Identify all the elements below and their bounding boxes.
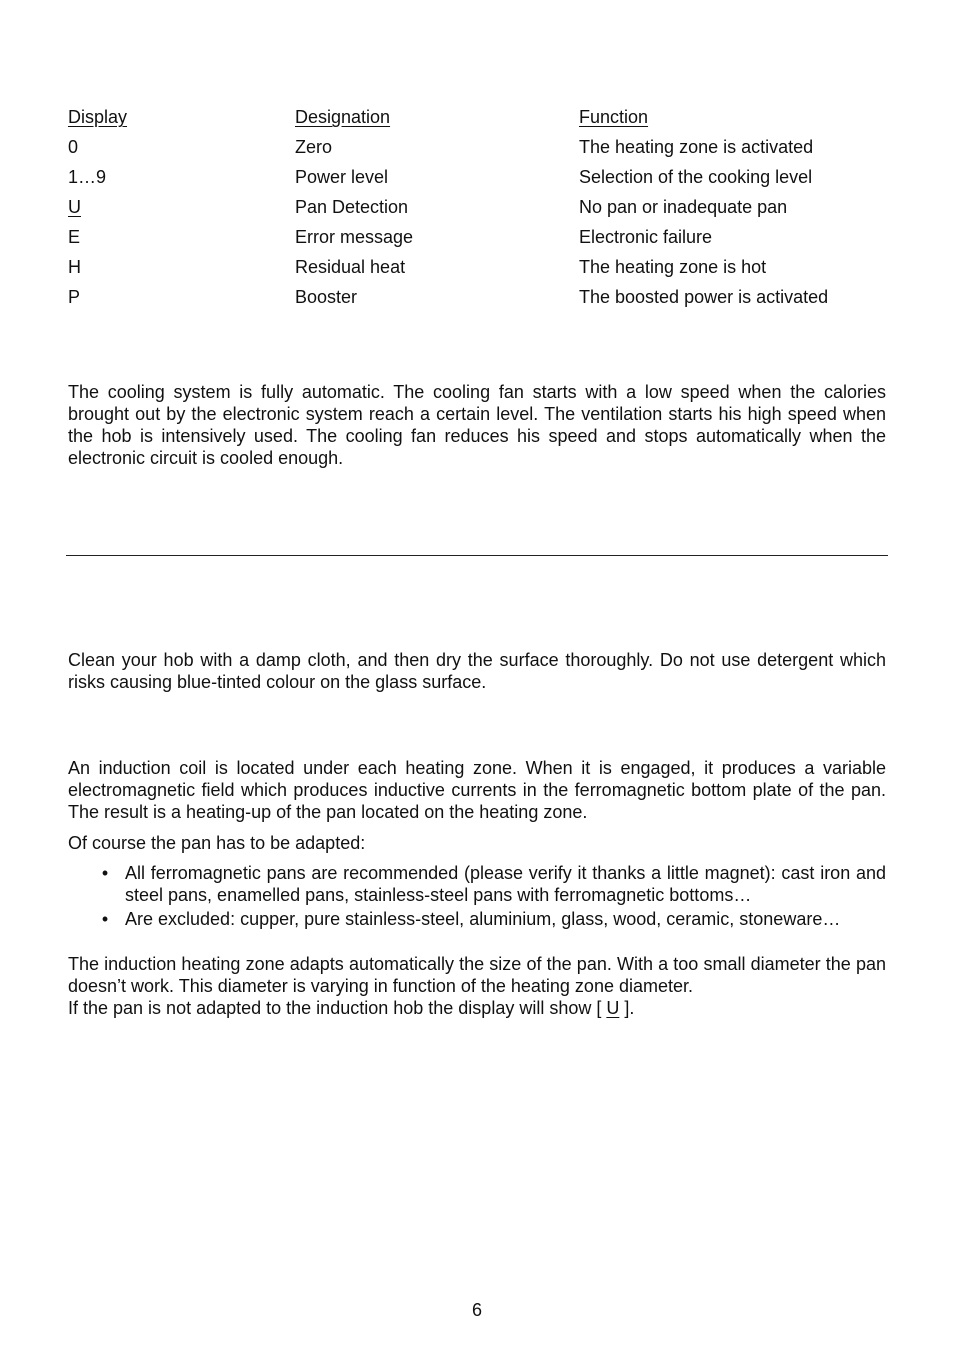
header-display: Display — [68, 107, 128, 127]
display-code: H — [68, 257, 81, 277]
table-row — [68, 195, 888, 225]
list-item-text: Are excluded: cupper, pure stainless-steel, aluminium, glass, wood, ceramic, stoneware… — [125, 909, 841, 929]
table-row — [68, 135, 888, 165]
header-function: Function — [579, 107, 649, 127]
table-header-row — [68, 105, 888, 135]
pan-requirements-list — [68, 862, 886, 930]
display-note-symbol: U — [606, 998, 620, 1018]
display-note — [68, 997, 886, 1019]
function: The heating zone is activated — [579, 137, 814, 157]
designation: Error message — [295, 227, 414, 247]
function: The heating zone is hot — [579, 257, 767, 277]
section-divider — [66, 555, 888, 556]
designation: Booster — [295, 287, 358, 307]
table-row — [68, 285, 888, 315]
header-designation: Designation — [295, 107, 391, 127]
bullet-icon: • — [101, 863, 109, 883]
display-code: U — [68, 197, 81, 217]
display-code: E — [68, 227, 81, 247]
designation: Residual heat — [295, 257, 406, 277]
function: Electronic failure — [579, 227, 713, 247]
list-item-text: All ferromagnetic pans are recommended (please verify it thanks a little magnet): cast iron and steel pans, enamelled pans, stainless-steel pans with ferromagnetic bottoms… — [125, 863, 886, 905]
table-row — [68, 255, 888, 285]
cleaning-paragraph: Clean your hob with a damp cloth, and then dry the surface thoroughly. Do not use detergent which risks causing blue-tinted colour on the glass surface. — [68, 650, 886, 692]
pan-adapted-intro: Of course the pan has to be adapted: — [68, 833, 366, 853]
function: No pan or inadequate pan — [579, 197, 788, 217]
function: The boosted power is activated — [579, 287, 829, 307]
display-code: 1…9 — [68, 167, 107, 187]
bullet-icon: • — [101, 909, 109, 929]
table-row — [68, 225, 888, 255]
table-row — [68, 165, 888, 195]
display-note-text-start: If the pan is not adapted to the induction hob the display will show [ — [68, 998, 607, 1018]
function: Selection of the cooking level — [579, 167, 813, 187]
designation: Zero — [295, 137, 333, 157]
designation: Power level — [295, 167, 389, 187]
list-item — [68, 908, 886, 930]
display-note-text-end: ]. — [619, 998, 635, 1018]
display-codes-table — [68, 105, 888, 315]
display-code: P — [68, 287, 81, 307]
cooling-paragraph: The cooling system is fully automatic. The cooling fan starts with a low speed when the calories brought out by the electronic system reach a certain level. The ventilation starts his high speed when the hob is intensively used. The cooling fan reduces his speed and stops automatically when the electronic circuit is cooled enough. — [68, 382, 886, 468]
display-code: 0 — [68, 137, 79, 157]
designation: Pan Detection — [295, 197, 409, 217]
list-item — [68, 862, 886, 906]
pan-size-paragraph: The induction heating zone adapts automatically the size of the pan. With a too small diameter the pan doesn’t work. This diameter is varying in function of the heating zone diameter. — [68, 954, 886, 996]
page-number: 6 — [471, 1300, 482, 1320]
induction-paragraph: An induction coil is located under each heating zone. When it is engaged, it produces a variable electromagnetic field which produces inductive currents in the ferromagnetic bottom plate of the pan. The result is a heating-up of the pan located on the heating zone. — [68, 758, 886, 822]
